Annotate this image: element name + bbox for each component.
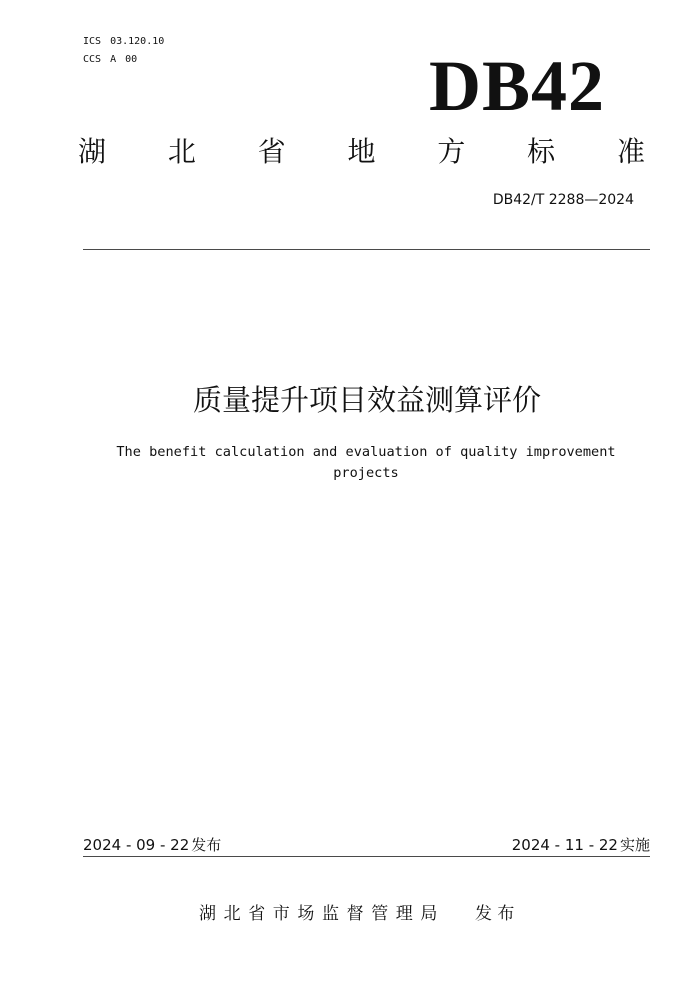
standard-type-char: 北 xyxy=(167,135,196,168)
standard-type-char: 方 xyxy=(437,135,466,168)
ics-code: ICS 03.120.10 xyxy=(83,36,165,47)
standard-type-char: 准 xyxy=(616,135,645,168)
title-english-line: The benefit calculation and evaluation of quality improvement xyxy=(116,444,616,460)
standard-type-char: 标 xyxy=(527,135,556,168)
standard-type-char: 湖 xyxy=(78,135,107,168)
title-chinese: 质量提升项目效益测算评价 xyxy=(192,383,541,417)
top-divider xyxy=(83,249,650,250)
issuer-name: 湖北省市场监督管理局 xyxy=(199,904,445,924)
title-english xyxy=(32,442,700,484)
issue-date-block xyxy=(83,836,221,854)
issuer-action: 发 布 xyxy=(475,904,515,924)
issue-label: 发布 xyxy=(191,836,222,854)
standard-type-char: 地 xyxy=(347,135,376,168)
implement-label: 实施 xyxy=(619,836,650,854)
standard-type xyxy=(78,136,645,168)
implement-date-block xyxy=(512,836,650,854)
implement-date: 2024 - 11 - 22 xyxy=(511,836,618,854)
standard-type-char: 省 xyxy=(257,135,286,168)
issuer-block xyxy=(199,904,514,924)
bottom-divider xyxy=(83,856,650,857)
standard-number: DB42/T 2288—2024 xyxy=(492,192,634,208)
standard-logo: DB42 xyxy=(428,46,605,126)
issue-date: 2024 - 09 - 22 xyxy=(83,836,190,854)
title-english-line: projects xyxy=(333,465,399,481)
ccs-code: CCS A 00 xyxy=(83,54,138,65)
